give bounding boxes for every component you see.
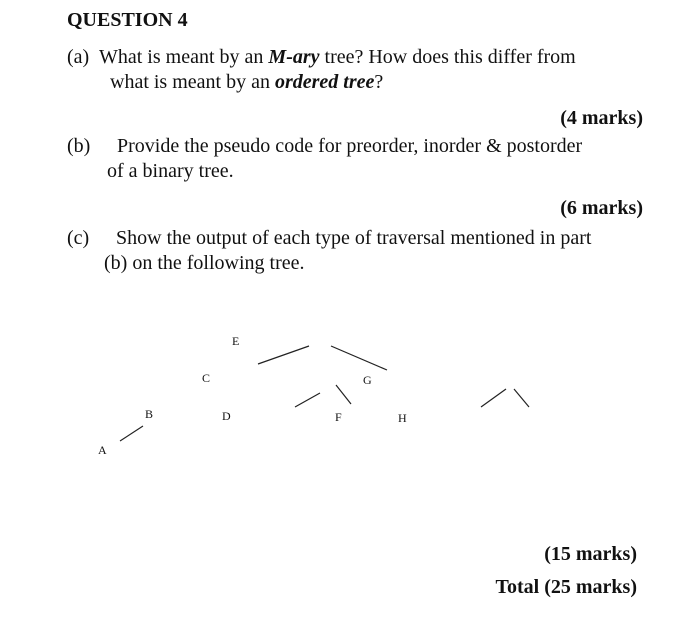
tree-node-g: G (363, 373, 372, 387)
tree-node-d: D (222, 409, 231, 423)
question-heading: QUESTION 4 (67, 9, 188, 31)
part-c-marks: (15 marks) (544, 543, 637, 565)
tree-node-c: C (202, 371, 211, 385)
part-b-line-2: of a binary tree. (107, 160, 234, 182)
part-a-line-2: what is meant by an ordered tree? (110, 71, 384, 93)
part-b-label: (b) (67, 135, 91, 157)
tree-edge (120, 426, 143, 441)
tree-edge (336, 385, 351, 404)
tree-node-a: A (98, 443, 107, 457)
tree-node-f: F (335, 410, 342, 424)
tree-node-b: B (145, 407, 154, 421)
part-b-line-1: Provide the pseudo code for preorder, inorder & postorder (117, 135, 583, 157)
part-c-line-1: Show the output of each type of traversal mentioned in part (116, 227, 592, 249)
tree-node-h: H (398, 411, 407, 425)
part-b-marks: (6 marks) (560, 197, 643, 219)
part-c-label: (c) (67, 227, 90, 249)
tree-node-e: E (232, 334, 240, 348)
total-marks: Total (25 marks) (495, 576, 637, 598)
tree-edge (514, 389, 529, 407)
tree-edge (481, 389, 506, 407)
part-c-line-2: (b) on the following tree. (104, 252, 305, 274)
tree-edge (258, 346, 309, 364)
part-a-marks: (4 marks) (560, 107, 643, 129)
tree-edge (331, 346, 387, 370)
m-ary-term: M-ary (268, 46, 320, 68)
ordered-tree-term: ordered tree (274, 71, 375, 93)
part-a-label: (a) (67, 46, 90, 68)
tree-edge (295, 393, 320, 407)
part-a-line-1: What is meant by an M-ary tree? How does this differ from (99, 46, 576, 68)
